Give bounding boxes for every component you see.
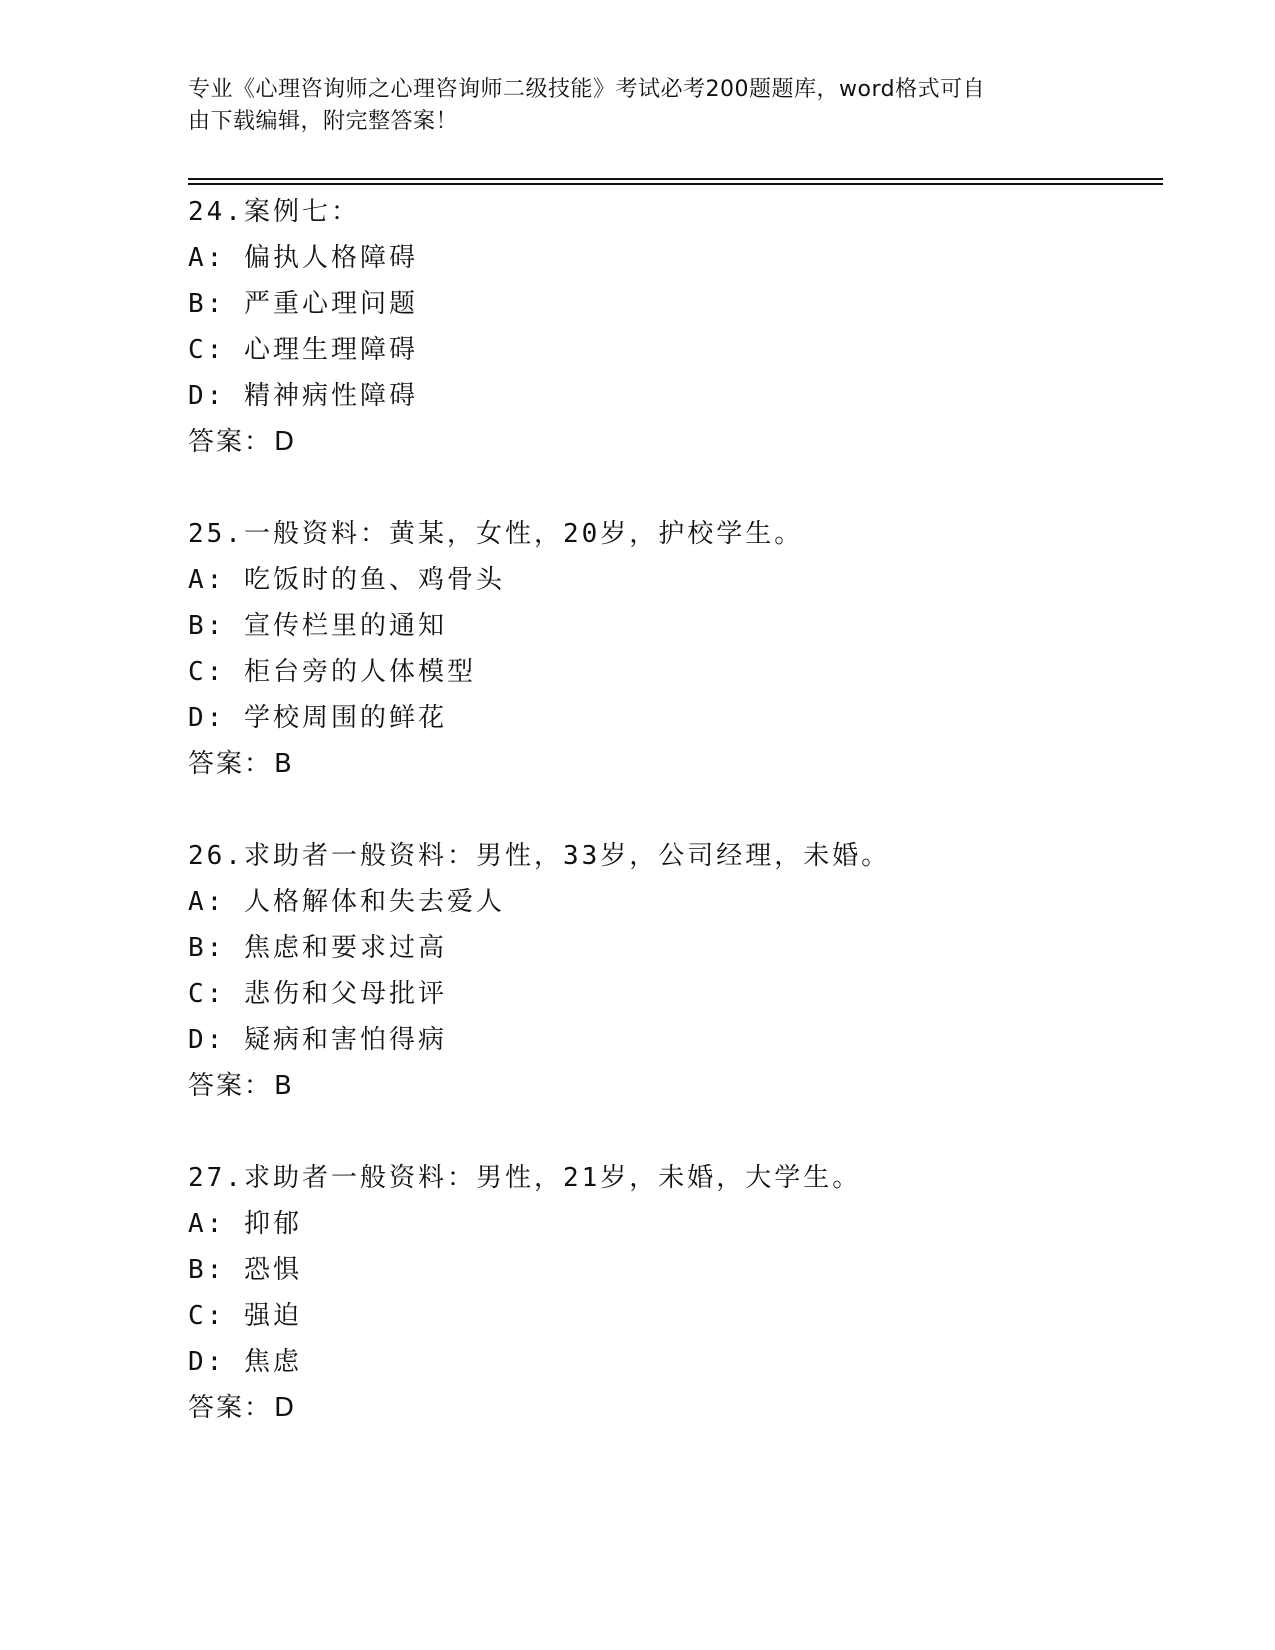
answer-label: 答案：	[188, 749, 273, 779]
question-number: 25.	[188, 519, 244, 549]
answer-value: B	[274, 749, 294, 779]
question-list	[188, 189, 1168, 1431]
option-text: 恐惧	[243, 1255, 302, 1285]
option-c	[188, 971, 1168, 1017]
option-d	[188, 1017, 1168, 1063]
header-line-2: 由下载编辑，附完整答案！	[188, 109, 459, 134]
question-stem	[188, 511, 1168, 557]
question-number: 24.	[188, 197, 244, 227]
question-number: 27.	[188, 1163, 244, 1193]
option-letter: C:	[188, 979, 226, 1009]
answer-value: D	[274, 427, 297, 457]
question-stem	[188, 189, 1168, 235]
option-b	[188, 925, 1168, 971]
option-letter: B:	[188, 611, 226, 641]
option-letter: B:	[188, 933, 226, 963]
question-text: 求助者一般资料：男性，21岁，未婚，大学生。	[243, 1163, 862, 1193]
option-a	[188, 235, 1168, 281]
answer-label: 答案：	[188, 1393, 273, 1423]
option-text: 学校周围的鲜花	[243, 703, 447, 733]
option-text: 悲伤和父母批评	[243, 979, 447, 1009]
option-text: 焦虑	[243, 1347, 302, 1377]
question-27	[188, 1155, 1168, 1431]
question-25	[188, 511, 1168, 787]
option-letter: B:	[188, 289, 226, 319]
option-text: 抑郁	[243, 1209, 302, 1239]
option-text: 心理生理障碍	[243, 335, 418, 365]
answer-label: 答案：	[188, 1071, 273, 1101]
option-text: 宣传栏里的通知	[243, 611, 447, 641]
option-d	[188, 373, 1168, 419]
option-letter: A:	[188, 565, 226, 595]
option-d	[188, 1339, 1168, 1385]
option-letter: A:	[188, 1209, 226, 1239]
answer-line	[188, 419, 1168, 465]
question-text: 一般资料：黄某，女性，20岁，护校学生。	[243, 519, 804, 549]
question-stem	[188, 833, 1168, 879]
option-c	[188, 649, 1168, 695]
option-letter: B:	[188, 1255, 226, 1285]
option-a	[188, 557, 1168, 603]
option-text: 柜台旁的人体模型	[243, 657, 476, 687]
option-letter: D:	[188, 381, 226, 411]
question-number: 26.	[188, 841, 244, 871]
option-text: 严重心理问题	[243, 289, 418, 319]
option-text: 焦虑和要求过高	[243, 933, 447, 963]
option-letter: C:	[188, 657, 226, 687]
header-divider-top	[188, 178, 1163, 180]
option-letter: D:	[188, 1347, 226, 1377]
option-text: 精神病性障碍	[243, 381, 418, 411]
option-b	[188, 281, 1168, 327]
answer-value: D	[274, 1393, 297, 1423]
question-text: 案例七：	[243, 197, 360, 227]
option-letter: A:	[188, 243, 226, 273]
question-text: 求助者一般资料：男性，33岁，公司经理，未婚。	[243, 841, 891, 871]
question-24	[188, 189, 1168, 465]
answer-label: 答案：	[188, 427, 273, 457]
answer-line	[188, 1385, 1168, 1431]
option-text: 吃饭时的鱼、鸡骨头	[243, 565, 505, 595]
option-a	[188, 879, 1168, 925]
option-c	[188, 1293, 1168, 1339]
question-26	[188, 833, 1168, 1109]
option-b	[188, 603, 1168, 649]
document-header	[188, 74, 1088, 138]
answer-value: B	[274, 1071, 294, 1101]
option-text: 人格解体和失去爱人	[243, 887, 505, 917]
question-stem	[188, 1155, 1168, 1201]
option-a	[188, 1201, 1168, 1247]
option-letter: D:	[188, 703, 226, 733]
option-letter: A:	[188, 887, 226, 917]
option-text: 疑病和害怕得病	[243, 1025, 447, 1055]
option-letter: C:	[188, 335, 226, 365]
answer-line	[188, 741, 1168, 787]
option-b	[188, 1247, 1168, 1293]
option-letter: D:	[188, 1025, 226, 1055]
option-letter: C:	[188, 1301, 226, 1331]
header-line-1: 专业《心理咨询师之心理咨询师二级技能》考试必考200题题库，word格式可自	[188, 77, 986, 102]
option-text: 偏执人格障碍	[243, 243, 418, 273]
option-text: 强迫	[243, 1301, 302, 1331]
header-divider-bottom	[188, 183, 1163, 185]
option-c	[188, 327, 1168, 373]
option-d	[188, 695, 1168, 741]
answer-line	[188, 1063, 1168, 1109]
